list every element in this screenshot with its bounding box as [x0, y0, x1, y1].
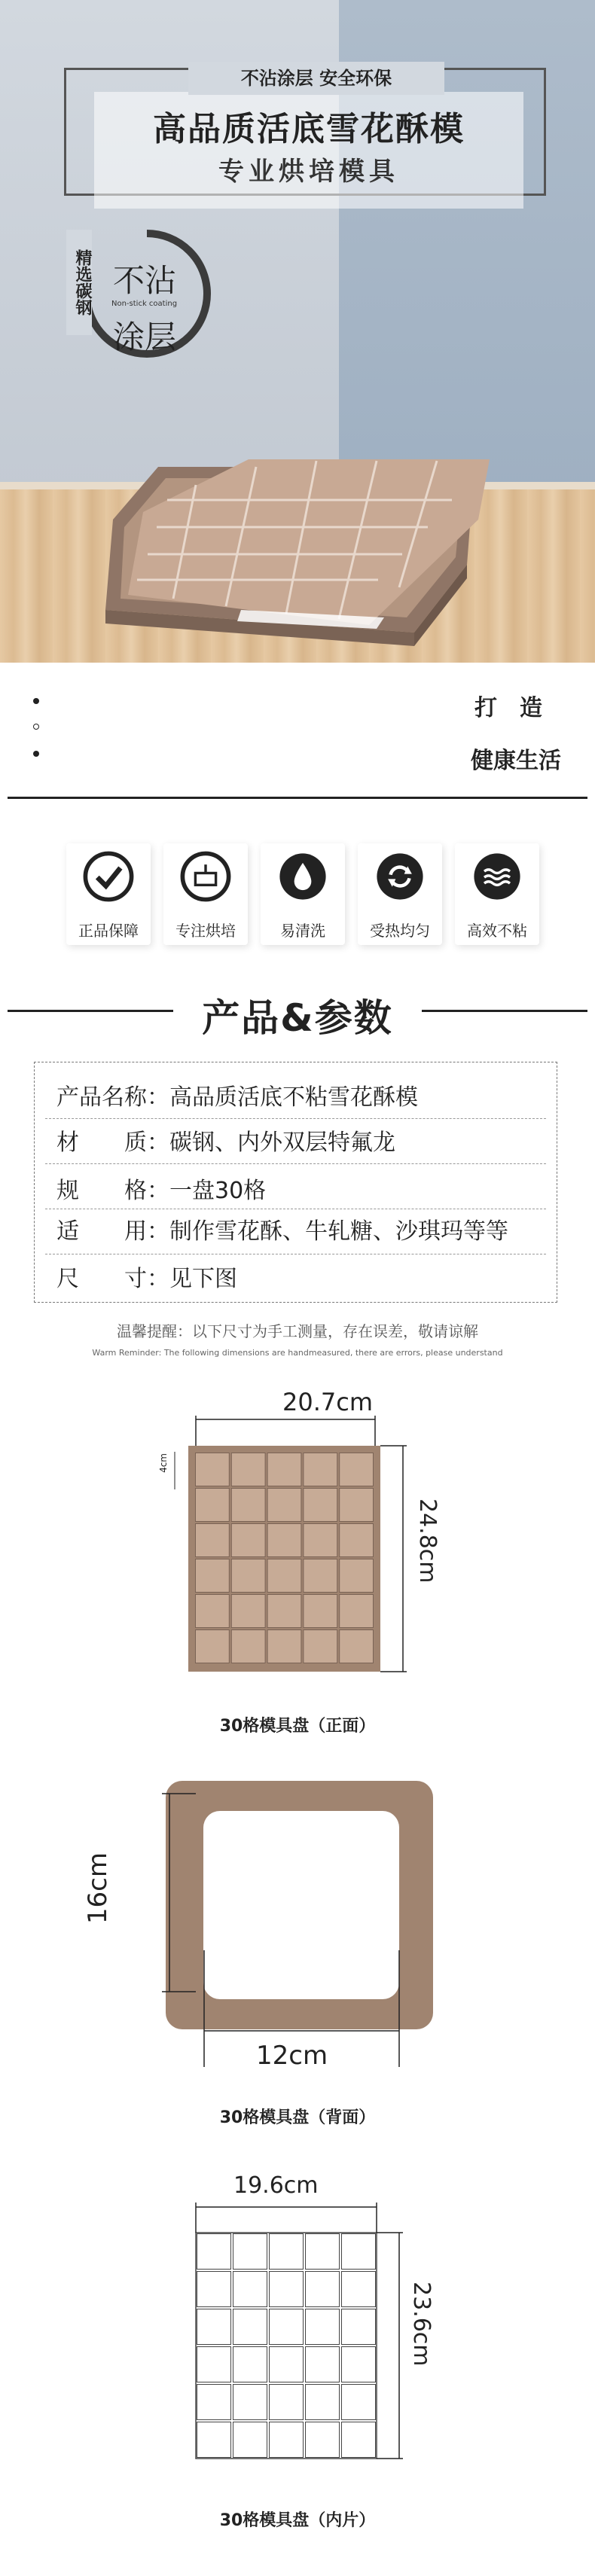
grid-cell — [306, 2422, 340, 2458]
grid-cell — [233, 2234, 267, 2270]
grid-cell — [233, 2385, 267, 2420]
grid-cell — [304, 1524, 337, 1557]
grid-cell — [196, 1630, 230, 1663]
grid-cell — [342, 2422, 376, 2458]
front-height-label: 24.8cm — [414, 1498, 441, 1584]
grid-cell — [233, 2272, 267, 2307]
grid-cell — [270, 2309, 304, 2345]
feature-label: 正品保障 — [78, 922, 139, 940]
grid-cell — [340, 1630, 374, 1663]
grid-cell — [306, 2272, 340, 2307]
hero-tagline: 不沾涂层 安全环保 — [188, 62, 444, 95]
grid-cell — [267, 1489, 301, 1522]
feature-card — [163, 843, 248, 945]
badge-line2: 涂层 — [113, 319, 177, 355]
badge-line1: 不沾 — [113, 262, 177, 299]
grid-cell — [342, 2385, 376, 2420]
param-value: 高品质活底不粘雪花酥模 — [169, 1084, 418, 1111]
bullet-dot — [33, 698, 39, 704]
param-key: 适 用 — [56, 1218, 147, 1245]
grid-cell — [304, 1630, 337, 1663]
grid-cell — [267, 1453, 301, 1486]
feature-label: 易清洗 — [280, 922, 325, 940]
grid-cell — [233, 2309, 267, 2345]
bullet-dot-hollow — [33, 724, 39, 730]
param-key: 尺 寸 — [56, 1266, 147, 1292]
grid-cell — [342, 2347, 376, 2382]
feature-card — [455, 843, 539, 945]
section-line-left — [8, 1010, 173, 1012]
grid-cell — [197, 2234, 231, 2270]
badge-english: Non-stick coating — [111, 300, 178, 308]
back-height-label: 16cm — [83, 1852, 113, 1925]
feature-label: 高效不粘 — [467, 922, 527, 940]
checkmark-icon — [83, 851, 134, 902]
param-divider — [45, 1118, 546, 1119]
hero-banner — [0, 0, 595, 663]
cake-icon — [180, 851, 231, 902]
section-title: 产品&参数 — [202, 996, 393, 1040]
grid-cell — [231, 1453, 265, 1486]
grid-cell — [306, 2309, 340, 2345]
grid-cell — [267, 1595, 301, 1628]
grid-cell — [340, 1595, 374, 1628]
grid-cell — [304, 1453, 337, 1486]
recycle-arrows-icon — [374, 851, 426, 902]
badge-vertical-text: 精选碳钢 — [66, 230, 92, 335]
param-row — [56, 1078, 418, 1111]
section-line-right — [422, 1010, 587, 1012]
feature-card — [358, 843, 442, 945]
back-diagram — [151, 1766, 467, 2067]
param-sep: ： — [147, 1266, 169, 1292]
grid-cell — [197, 2422, 231, 2458]
grid-cell — [196, 1524, 230, 1557]
grid-cell — [233, 2422, 267, 2458]
notice-cn: 温馨提醒：以下尺寸为手工测量，存在误差，敬请谅解 — [117, 1322, 478, 1340]
param-sep: ： — [147, 1084, 169, 1111]
grid-cell — [231, 1524, 265, 1557]
grid-cell — [231, 1630, 265, 1663]
water-drop-icon — [277, 851, 328, 902]
param-value: 一盘30格 — [169, 1178, 267, 1204]
grid-cell — [197, 2309, 231, 2345]
grid-cell — [342, 2272, 376, 2307]
hero-subtitle: 专业烘培模具 — [218, 157, 399, 187]
front-width-label: 20.7cm — [282, 1388, 374, 1416]
grid-cell — [197, 2272, 231, 2307]
param-divider — [45, 1163, 546, 1164]
product-image — [98, 407, 520, 655]
grid-cell — [304, 1559, 337, 1593]
grid-cell — [270, 2385, 304, 2420]
grid-cell — [340, 1489, 374, 1522]
grid-cell — [231, 1595, 265, 1628]
grid-cell — [196, 1489, 230, 1522]
param-row — [56, 1260, 237, 1293]
slogan-line2: 健康生活 — [471, 748, 561, 774]
param-value: 见下图 — [169, 1266, 237, 1292]
inner-height-label: 23.6cm — [408, 2282, 435, 2367]
grid-cell — [306, 2385, 340, 2420]
grid-cell — [340, 1559, 374, 1593]
feature-card — [66, 843, 151, 945]
grid-cell — [196, 1595, 230, 1628]
notice-en: Warm Reminder: The following dimensions are handmeasured, there are errors, please understand — [92, 1348, 503, 1358]
inner-width-label: 19.6cm — [233, 2172, 319, 2199]
param-sep: ： — [147, 1129, 169, 1156]
grid-cell — [306, 2234, 340, 2270]
front-caption: 30格模具盘（正面） — [219, 1717, 376, 1736]
param-key: 规 格 — [56, 1178, 147, 1204]
grid-cell — [196, 1453, 230, 1486]
grid-cell — [267, 1630, 301, 1663]
back-caption: 30格模具盘（背面） — [219, 2108, 376, 2127]
grid-cell — [267, 1524, 301, 1557]
back-width-label: 12cm — [256, 2041, 328, 2071]
grid-cell — [340, 1524, 374, 1557]
grid-cell — [270, 2347, 304, 2382]
param-row — [56, 1123, 395, 1157]
bullet-dot — [33, 751, 39, 757]
param-row — [56, 1212, 508, 1245]
param-sep: ： — [147, 1218, 169, 1245]
hero-title: 高品质活底雪花酥模 — [153, 110, 465, 148]
grid-cell — [267, 1559, 301, 1593]
grid-cell — [342, 2234, 376, 2270]
waves-icon — [471, 851, 523, 902]
grid-cell — [306, 2347, 340, 2382]
grid-cell — [304, 1489, 337, 1522]
param-value: 碳钢、内外双层特氟龙 — [169, 1129, 395, 1156]
grid-cell — [231, 1559, 265, 1593]
grid-cell — [270, 2422, 304, 2458]
param-key: 产品名称 — [56, 1084, 147, 1111]
slogan-line1: 打造 — [474, 695, 565, 721]
divider — [8, 797, 587, 799]
feature-label: 受热均匀 — [370, 922, 430, 940]
grid-cell — [304, 1595, 337, 1628]
grid-cell — [270, 2272, 304, 2307]
grid-cell — [342, 2309, 376, 2345]
grid-cell — [197, 2385, 231, 2420]
grid-cell — [197, 2347, 231, 2382]
front-cell-label: 4cm — [158, 1453, 169, 1473]
grid-cell — [231, 1489, 265, 1522]
grid-cell — [233, 2347, 267, 2382]
grid-cell — [196, 1559, 230, 1593]
inner-caption: 30格模具盘（内片） — [219, 2511, 376, 2530]
feature-label: 专注烘培 — [175, 922, 236, 940]
param-key: 材 质 — [56, 1129, 147, 1156]
feature-card — [261, 843, 345, 945]
grid-cell — [270, 2234, 304, 2270]
param-sep: ： — [147, 1178, 169, 1204]
param-row — [56, 1172, 266, 1205]
param-value: 制作雪花酥、牛轧糖、沙琪玛等等 — [169, 1218, 508, 1245]
grid-cell — [340, 1453, 374, 1486]
